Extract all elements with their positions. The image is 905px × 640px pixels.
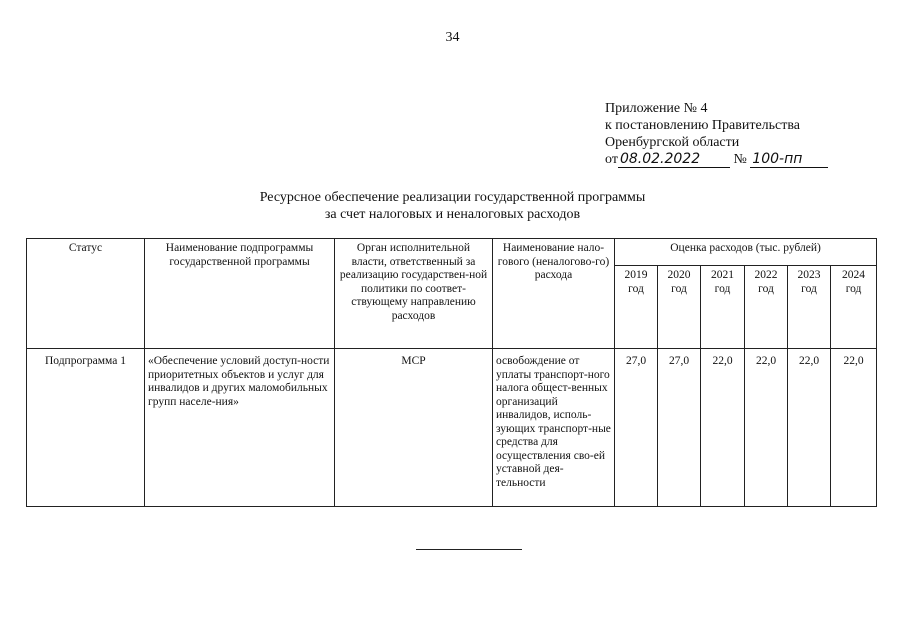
document-title xyxy=(0,189,905,223)
header-status: Статус xyxy=(27,239,145,349)
cell-value-2020: 27,0 xyxy=(658,349,701,507)
header-year: 2019 год xyxy=(615,266,658,349)
cell-value-2023: 22,0 xyxy=(788,349,831,507)
header-year: 2022 год xyxy=(745,266,788,349)
resource-table xyxy=(26,238,877,507)
appendix-block xyxy=(605,100,828,168)
header-expense-name: Наименование нало-гового (неналогово-го) расхода xyxy=(493,239,615,349)
handwritten-number: 100-пп xyxy=(750,152,828,168)
cell-value-2024: 22,0 xyxy=(831,349,877,507)
cell-value-2019: 27,0 xyxy=(615,349,658,507)
cell-authority: МСР xyxy=(335,349,493,507)
cell-subprogram-name: «Обеспечение условий доступ-ности приоритетных объектов и услуг для инвалидов и других маломобильных групп населе-ния» xyxy=(145,349,335,507)
footer-divider xyxy=(416,549,522,550)
header-subprogram-name: Наименование подпрограммы государственной программы xyxy=(145,239,335,349)
title-line-1: Ресурсное обеспечение реализации государственной программы xyxy=(259,190,646,205)
cell-expense-name: освобождение от уплаты транспорт-ного налога общест-венных организаций инвалидов, исполь-зующих транспорт-ные средства для осуществления сво-ей уставной дея-тельности xyxy=(493,349,615,507)
appendix-region: Оренбургской области xyxy=(605,135,740,150)
cell-value-2022: 22,0 xyxy=(745,349,788,507)
number-prefix: № xyxy=(733,152,747,167)
handwritten-date: 08.02.2022 xyxy=(618,152,730,168)
header-authority: Орган исполнительной власти, ответственный за реализацию государствен-ной политики по соответ-ствующему направлению расходов xyxy=(335,239,493,349)
cell-value-2021: 22,0 xyxy=(701,349,745,507)
header-estimate: Оценка расходов (тыс. рублей) xyxy=(615,239,877,266)
from-prefix: от xyxy=(605,152,618,167)
title-line-2: за счет налоговых и неналоговых расходов xyxy=(324,207,581,222)
header-year: 2023 год xyxy=(788,266,831,349)
header-year: 2020 год xyxy=(658,266,701,349)
appendix-decree: к постановлению Правительства xyxy=(605,118,801,133)
header-year: 2024 год xyxy=(831,266,877,349)
header-year: 2021 год xyxy=(701,266,745,349)
appendix-date-line xyxy=(605,151,828,168)
table-row xyxy=(27,349,877,507)
appendix-title: Приложение № 4 xyxy=(605,101,708,116)
page-number: 34 xyxy=(445,30,460,45)
cell-status: Подпрограмма 1 xyxy=(27,349,145,507)
